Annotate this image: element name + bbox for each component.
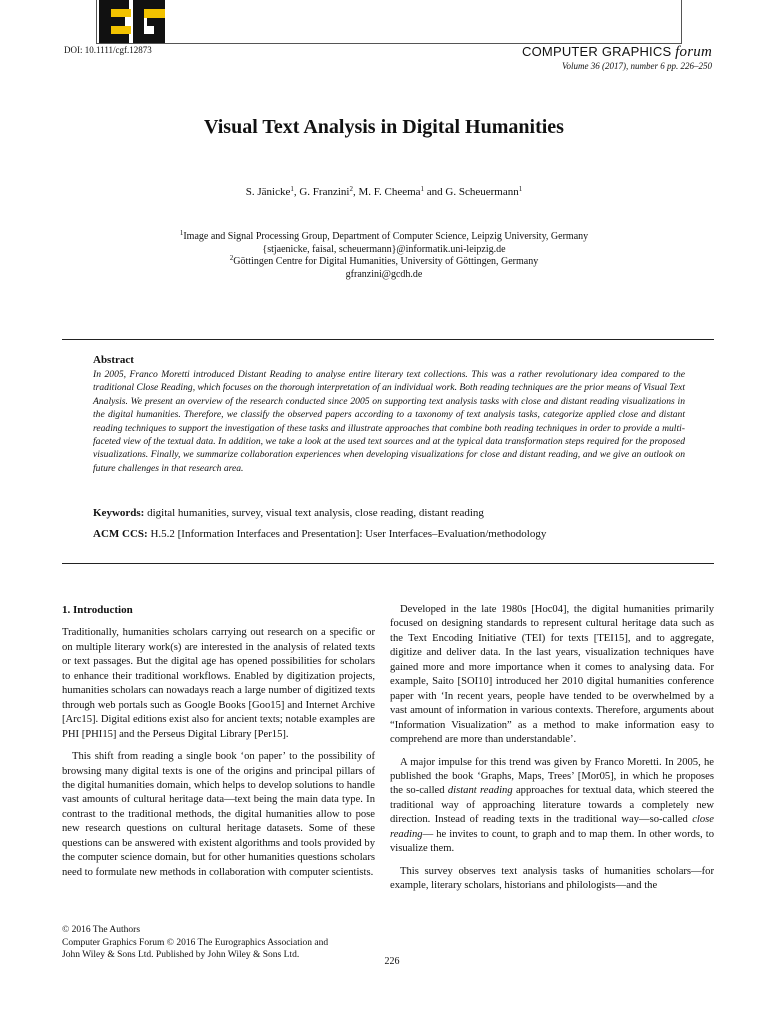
affiliations bbox=[0, 231, 768, 281]
paragraph: Developed in the late 1980s [Hoc04], the digital humanities primarily focused on designing standards to represent cultural heritage data such as the Text Encoding Initiative (TEI) for texts [TEI15], and to aggregate, digitize and deliver data. In the last years, visualization techniques have gained more and more importance when it comes to analysing data. For example, Saito [SOI10] introduced her 2010 digital humanities conference paper with ‘In recent years, people have tended to be overwhelmed by a vast amount of information in various contexts. Therefore, arguments about “Information Visualization” as a method to make information easy to comprehend are more than understandable’. bbox=[390, 604, 714, 746]
author-list: S. Jänicke$^1$, G. Franzini$^2$, M. F. Cheema$^1$ and G. Scheuermann$^1$ bbox=[245, 185, 523, 198]
affiliation-2-email: gfranzini@gcdh.de bbox=[345, 268, 423, 280]
copyright-notice: © 2016 The Authors Computer Graphics Forum © 2016 The Eurographics Association and John Wiley & Sons Ltd. Published by John Wiley & Sons Ltd. bbox=[62, 925, 329, 960]
paper-title: Visual Text Analysis in Digital Humanities bbox=[204, 116, 564, 138]
eurographics-logo bbox=[97, 0, 167, 43]
affiliation-2: $^2$Göttingen Centre for Digital Humanities, University of Göttingen, Germany bbox=[229, 254, 539, 267]
paragraph: This shift from reading a single book ‘on paper’ to the possibility of browsing many digital texts is one of the origins and principal pillars of the digital humanities domain, which helps to develop solutions to handle vast amounts of cultural heritage data—text being the main data type. In contrast to the traditional methods, the digital humanities allow to pose new research questions on cultural heritage datasets. Some of these questions can be answered with existent algorithms and tools provided by the computer science domain, but for other humanities questions scholars need to formulate new methods in collaboration with computer scientists. bbox=[62, 751, 375, 878]
affiliation-1: $^1$Image and Signal Processing Group, Department of Computer Science, Leipzig University, Germany bbox=[179, 229, 589, 242]
doi: DOI: 10.1111/cgf.12873 bbox=[64, 45, 152, 55]
paragraph: A major impulse for this trend was given by Franco Moretti. In 2005, he published the book ‘Graphs, Maps, Trees’ [Mor05], in which he proposes the so-called distant reading approaches for textual data, which steered the traditional way of approaching literature towards a completely new direction. Instead of reading texts in the traditional way—so-called close reading— he invites to count, to graph and to map them. In other words, to visualize them. bbox=[390, 756, 714, 855]
section-heading-introduction: 1. Introduction bbox=[62, 604, 133, 616]
paragraph: Traditionally, humanities scholars carrying out research on a specific or on multiple literary work(s) are interested in the analysis of related texts or text passages. But the digital age has opened possibilities for scholars to enhance their traditional workflows. Enabled by digitization projects, humanities scholars can nowadays reach a large number of digitized texts through web portals such as Google Books [Goo15] and Internet Archive [Arc15]. Digital editions exist also for ancient texts; notable examples are PHI [PHI15] and the Perseus Digital Library [Per15]. bbox=[62, 627, 375, 740]
acm-ccs: ACM CCS: H.5.2 [Information Interfaces and Presentation]: User Interfaces–Evaluation/methodology bbox=[93, 528, 547, 540]
divider-top bbox=[62, 339, 714, 340]
right-column bbox=[390, 603, 714, 902]
header-frame bbox=[96, 0, 682, 44]
abstract bbox=[93, 354, 685, 475]
journal-volume: Volume 36 (2017), number 6 pp. 226–250 bbox=[562, 61, 712, 71]
journal-name: COMPUTER GRAPHICS forum bbox=[522, 44, 712, 60]
paragraph: This survey observes text analysis tasks of humanities scholars—for example, literary scholars, historians and philologists—and the bbox=[390, 865, 714, 892]
affiliation-1-email: {stjaenicke, faisal, scheuermann}@informatik.uni-leipzig.de bbox=[262, 243, 506, 255]
abstract-text: In 2005, Franco Moretti introduced Distant Reading to analyse entire literary text collections. This was a rather revolutionary idea compared to the traditional Close Reading, which focuses on the thorough interpretation of an individual work. Both reading techniques are the prior means of Visual Text Analysis. We present an overview of the research conducted since 2005 on supporting text analysis tasks with close and distant reading visualizations in the digital humanities. Therefore, we classify the observed papers according to a taxonomy of text analysis tasks, categorize applied close and distant reading techniques to support the investigation of these tasks and illustrate approaches that combine both reading techniques in order to provide a multi-faceted view of the textual data. In addition, we take a look at the used text sources and at the typical data transformation steps required for the proposed visualizations. Finally, we summarize collaboration experiences when developing visualizations for close and distant reading, and we give an outlook on future challenges in that research area. bbox=[93, 369, 685, 474]
keywords: Keywords: digital humanities, survey, visual text analysis, close reading, distant reading bbox=[93, 507, 484, 519]
abstract-heading: Abstract bbox=[93, 354, 134, 366]
page-number: 226 bbox=[384, 956, 400, 967]
divider-bottom bbox=[62, 563, 714, 564]
journal-header bbox=[522, 44, 712, 71]
left-column bbox=[62, 603, 375, 888]
